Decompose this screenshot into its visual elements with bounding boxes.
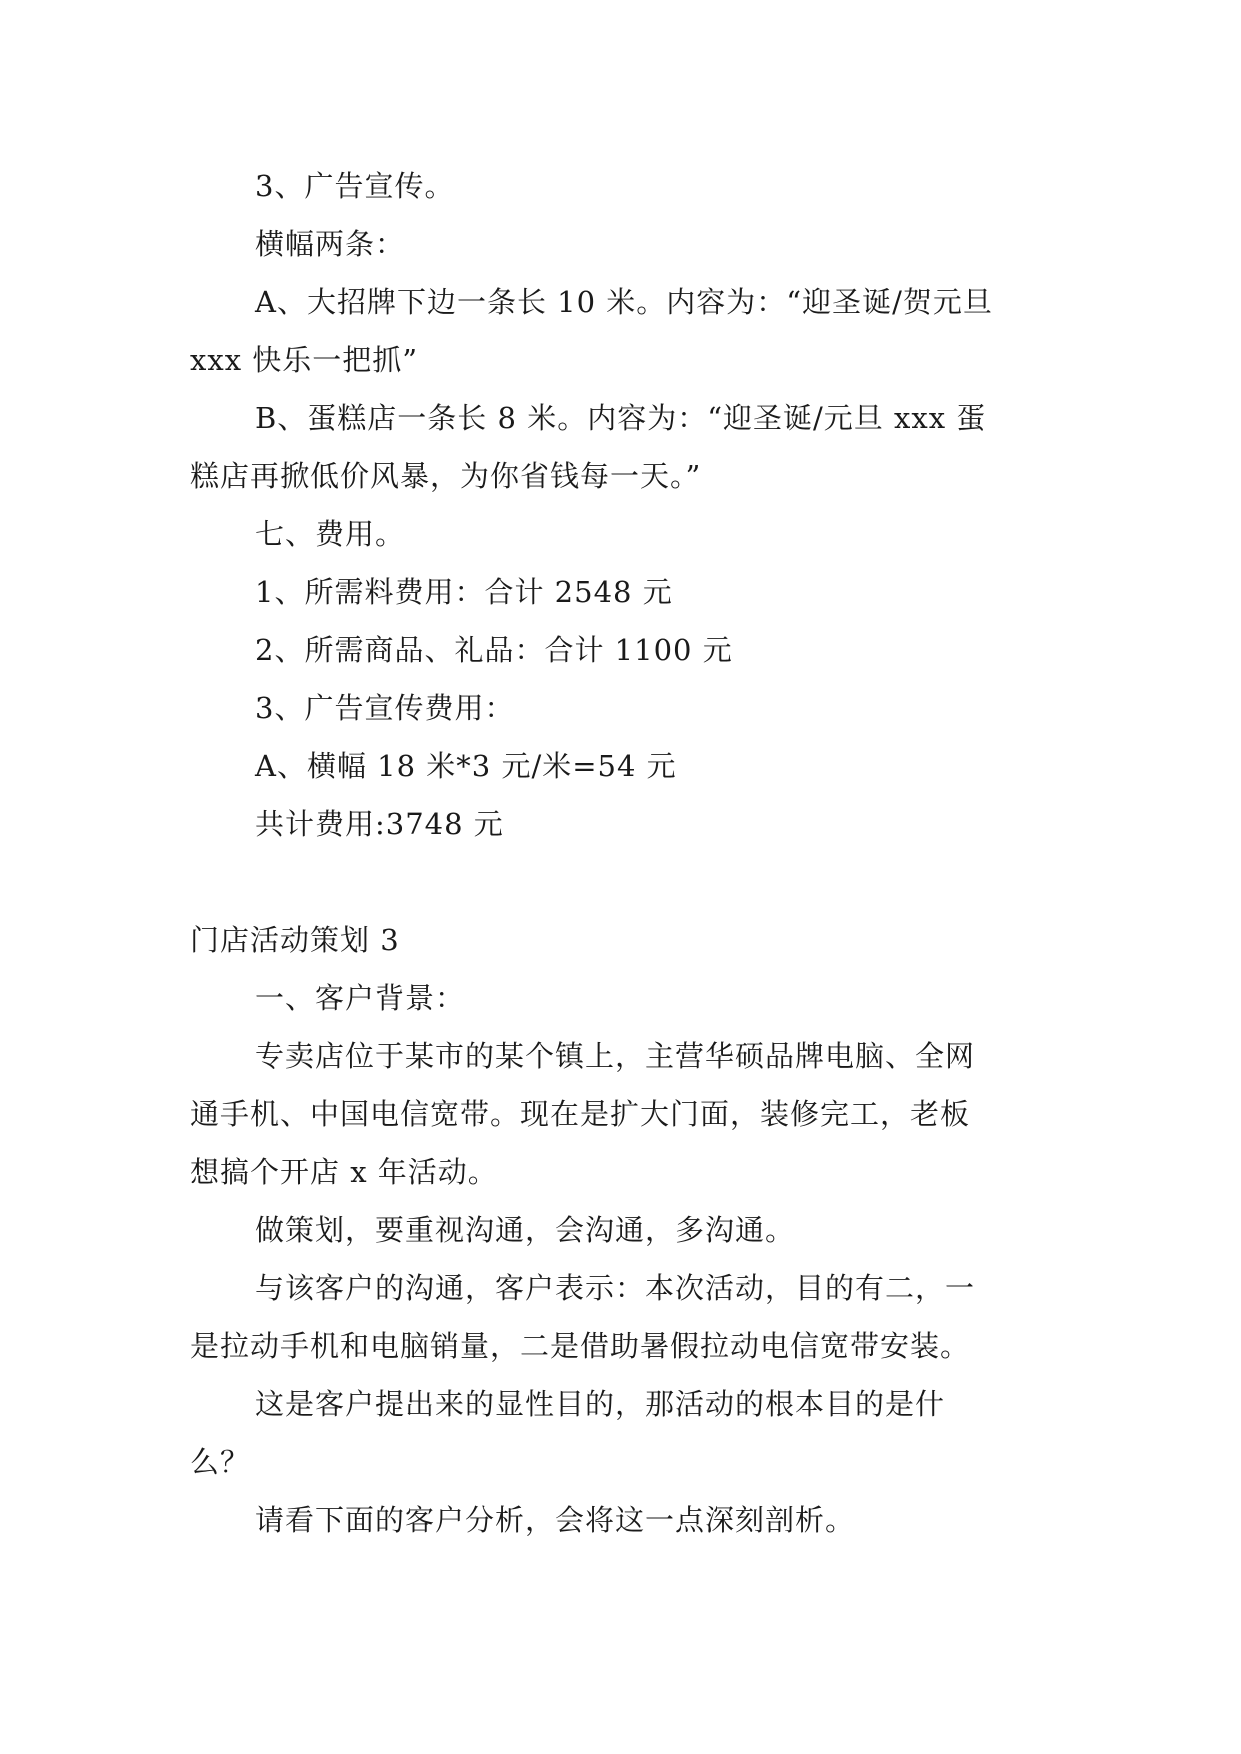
cost-item-2: 2、所需商品、礼品：合计 1100 元: [255, 633, 733, 667]
para-2: 做策划，要重视沟通，会沟通，多沟通。: [255, 1213, 796, 1247]
para-3-line-2: 是拉动手机和电脑销量，二是借助暑假拉动电信宽带安装。: [190, 1329, 971, 1363]
banner-a-line-2: xxx 快乐一把抓”: [190, 343, 419, 377]
banners-label: 横幅两条：: [255, 227, 406, 261]
cost-item-1: 1、所需料费用：合计 2548 元: [255, 575, 673, 609]
para-3-line-1: 与该客户的沟通，客户表示：本次活动，目的有二，一: [255, 1271, 976, 1305]
cost-heading: 七、费用。: [255, 517, 406, 551]
para-1-line-1: 专卖店位于某市的某个镇上，主营华硕品牌电脑、全网: [255, 1039, 976, 1073]
banner-a-line-1: A、大招牌下边一条长 10 米。内容为：“迎圣诞/贺元旦: [255, 285, 993, 319]
background-heading: 一、客户背景：: [255, 981, 466, 1015]
cost-total: 共计费用:3748 元: [255, 807, 504, 841]
cost-item-3a: A、横幅 18 米*3 元/米=54 元: [255, 749, 677, 783]
para-1-line-3: 想搞个开店 x 年活动。: [190, 1155, 498, 1189]
plan-3-title: 门店活动策划 3: [190, 923, 400, 957]
para-4-line-2: 么？: [190, 1445, 251, 1479]
para-5: 请看下面的客户分析，会将这一点深刻剖析。: [255, 1503, 856, 1537]
ad-heading: 3、广告宣传。: [255, 169, 455, 203]
para-1-line-2: 通手机、中国电信宽带。现在是扩大门面，装修完工，老板: [190, 1097, 971, 1131]
cost-item-3: 3、广告宣传费用：: [255, 691, 515, 725]
banner-b-line-1: B、蛋糕店一条长 8 米。内容为：“迎圣诞/元旦 xxx 蛋: [255, 401, 987, 435]
para-4-line-1: 这是客户提出来的显性目的，那活动的根本目的是什: [255, 1387, 946, 1421]
banner-b-line-2: 糕店再掀低价风暴，为你省钱每一天。”: [190, 459, 702, 493]
